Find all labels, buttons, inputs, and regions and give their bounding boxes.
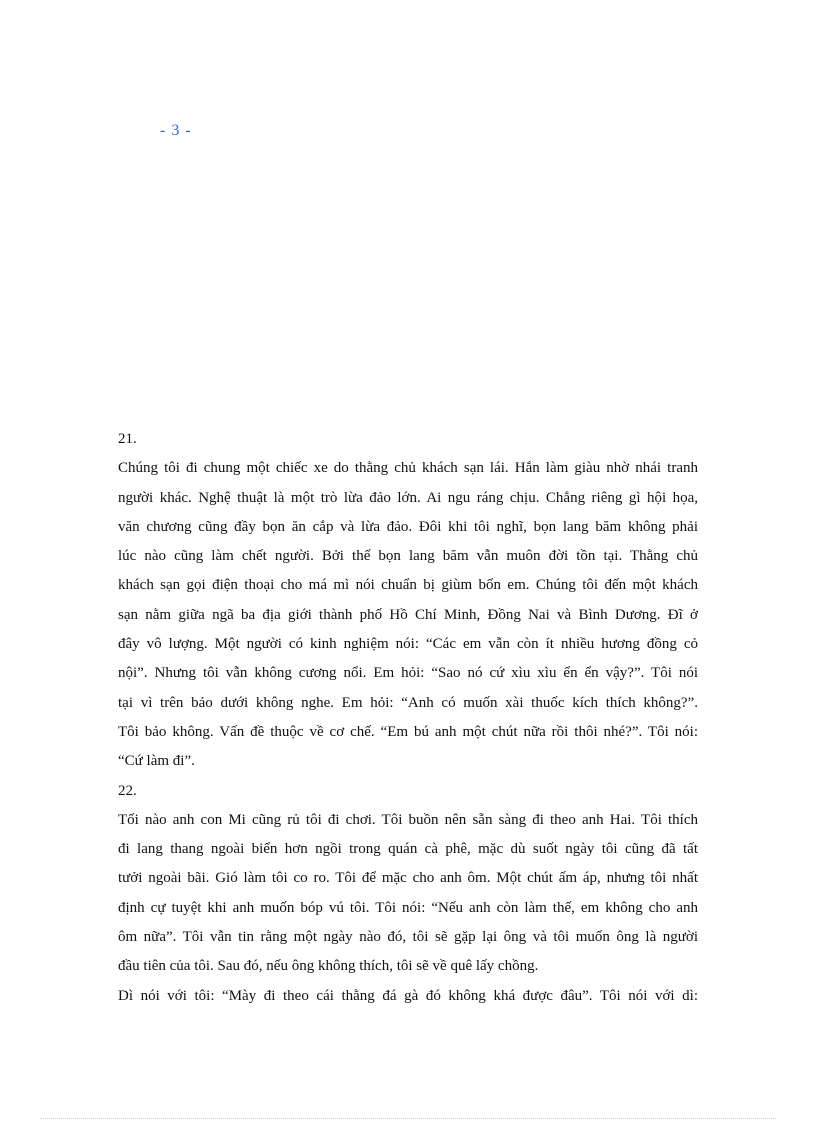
text-line: nội”. Nhưng tôi vẫn không cương nổi. Em hỏi: “Sao nó cứ xìu xìu ển ển vậy?”. Tôi nói: [118, 665, 698, 682]
text-line: định cự tuyệt khi anh muốn bóp vú tôi. Tôi nói: “Nếu anh còn làm thế, em không cho anh: [118, 899, 698, 916]
text-line: ôm nữa”. Tôi vẫn tin rằng một ngày nào đó, tôi sẽ gặp lại ông và tôi muốn ông là người: [118, 929, 698, 946]
section-number: 21.: [118, 431, 137, 447]
section-number: 22.: [118, 782, 137, 799]
text-line: văn chương cũng đầy bọn ăn cắp và lừa đảo. Đôi khi tôi nghĩ, bọn lang băm không phải: [118, 518, 698, 535]
text-line: sạn nằm giữa ngã ba địa giới thành phố Hồ Chí Minh, Đồng Nai và Bình Dương. Đĩ ở: [118, 606, 698, 623]
text-line: Chúng tôi đi chung một chiếc xe do thằng chủ khách sạn lái. Hắn làm giàu nhờ nhái tranh: [118, 460, 698, 477]
text-line: tại vì trên bảo dưới không nghe. Em hỏi: “Anh có muốn xài thuốc kích thích không?”.: [118, 694, 698, 711]
body-text: [118, 425, 698, 1011]
text-line: khách sạn gọi điện thoại cho má mì nói chuẩn bị giùm bốn em. Chúng tôi đến một khách: [118, 577, 698, 594]
text-line: “Cứ làm đi”.: [118, 753, 195, 770]
text-line: Dì nói với tôi: “Mày đi theo cái thằng đá gà đó không khá được đâu”. Tôi nói với dì:: [118, 987, 698, 1004]
text-line: đây vô lượng. Một người có kinh nghiệm nói: “Các em vẫn còn ít nhiều hương đồng cỏ: [118, 636, 698, 653]
text-line: đi lang thang ngoài biển hơn ngồi trong quán cà phê, mặc dù suốt ngày tôi cũng đã tất: [118, 841, 698, 858]
text-line: đầu tiên của tôi. Sau đó, nếu ông không thích, tôi sẽ về quê lấy chồng.: [118, 958, 539, 975]
page-bottom-divider: [40, 1118, 776, 1119]
text-line: người khác. Nghệ thuật là một trò lừa đảo lớn. Ai ngu ráng chịu. Chẳng riêng gì hội họa,: [118, 489, 698, 506]
text-line: Tối nào anh con Mi cũng rủ tôi đi chơi. Tôi buồn nên sẵn sàng đi theo anh Hai. Tôi thích: [118, 811, 698, 828]
text-line: Tôi bảo không. Vấn đề thuộc về cơ chế. “Em bú anh một chút nữa rồi thôi nhé?”. Tôi nói:: [118, 723, 698, 740]
text-line: lúc nào cũng làm chết người. Bởi thế bọn lang băm vẫn muôn đời tồn tại. Thằng chủ: [118, 548, 698, 565]
text-line: tưởi ngoài bãi. Gió làm tôi co ro. Tôi để mặc cho anh ôm. Một chút ấm áp, nhưng tôi nhất: [118, 870, 698, 887]
page-number: - 3 -: [160, 122, 192, 139]
